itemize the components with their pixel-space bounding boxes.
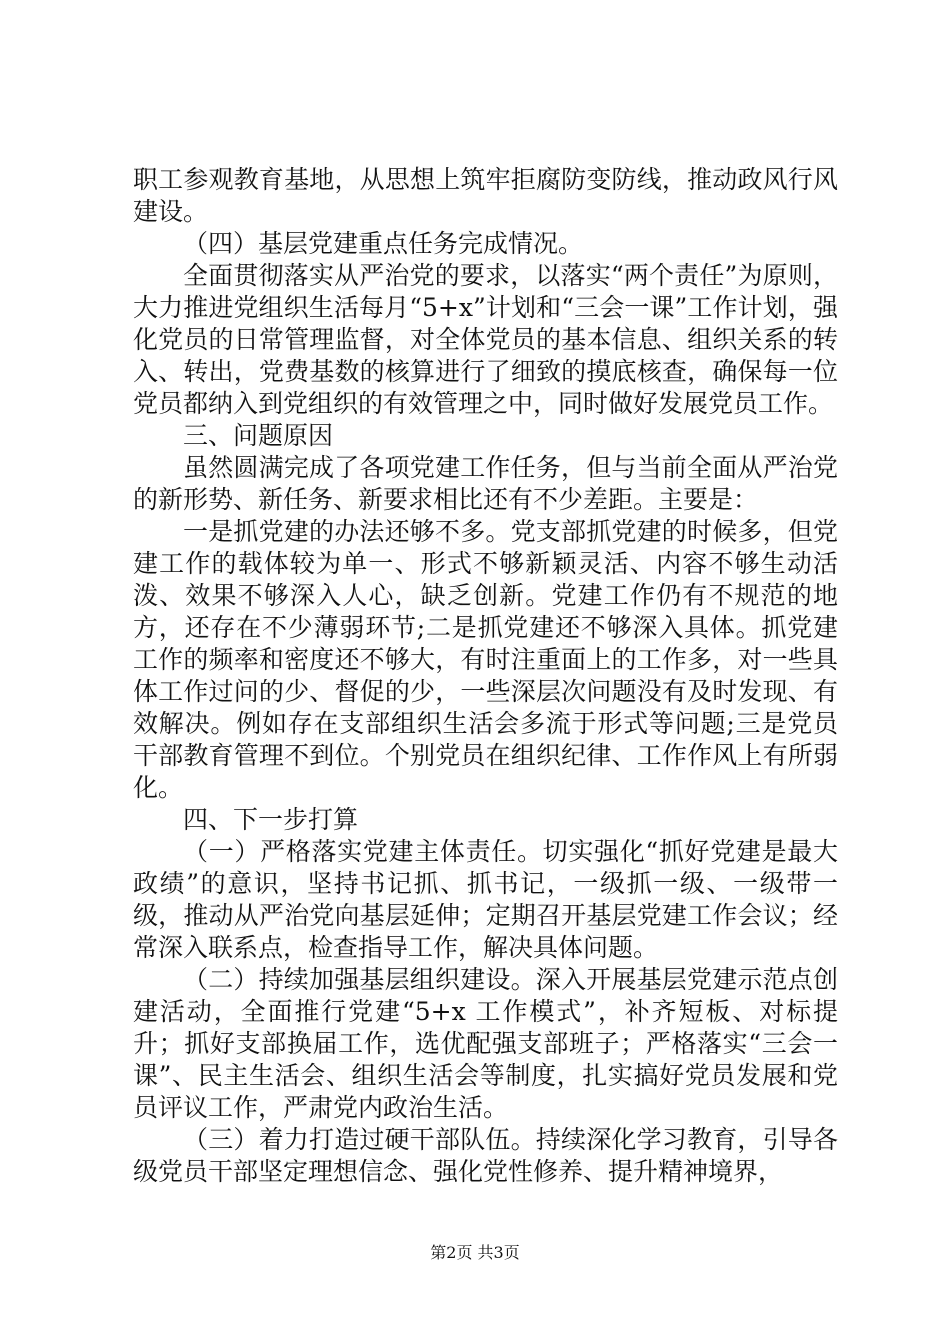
paragraph-6: 一是抓党建的办法还够不多。党支部抓党建的时候多，但党建工作的载体较为单一、形式不够新颖灵活、内容不够生动活泼、效果不够深入人心，缺乏创新。党建工作仍有不规范的地方，还存在不少薄弱环节;二是抓党建还不够深入具体。抓党建工作的频率和密度还不够大，有时注重面上的工作多，对一些具体工作过问的少、督促的少，一些深层次问题没有及时发现、有效解决。例如存在支部组织生活会多流于形式等问题;三是党员干部教育管理不到位。个别党员在组织纪律、工作作风上有所弱化。 [133, 517, 838, 802]
document-body [133, 164, 838, 1188]
paragraph-5: 虽然圆满完成了各项党建工作任务，但与当前全面从严治党的新形势、新任务、新要求相比还有不少差距。主要是： [133, 453, 838, 514]
paragraph-2: （四）基层党建重点任务完成情况。 [183, 229, 584, 258]
section-heading-3: 三、问题原因 [183, 421, 334, 450]
paragraph-9: （二）持续加强基层组织建设。深入开展基层党建示范点创建活动，全面推行党建“5+x 工作模式”，补齐短板、对标提升；抓好支部换届工作，选优配强支部班子；严格落实“三会一课”、民主生活会、组织生活会等制度，扎实搞好党员发展和党员评议工作，严肃党内政治生活。 [133, 965, 838, 1122]
paragraph-3: 全面贯彻落实从严治党的要求，以落实“两个责任”为原则，大力推进党组织生活每月“5+x”计划和“三会一课”工作计划，强化党员的日常管理监督，对全体党员的基本信息、组织关系的转入、转出，党费基数的核算进行了细致的摸底核查，确保每一位党员都纳入到党组织的有效管理之中，同时做好发展党员工作。 [133, 261, 838, 418]
paragraph-10: （三）着力打造过硬干部队伍。持续深化学习教育，引导各级党员干部坚定理想信念、强化党性修养、提升精神境界， [133, 1125, 838, 1186]
page-footer: 第2页 共3页 [430, 1243, 520, 1262]
paragraph-8: （一）严格落实党建主体责任。切实强化“抓好党建是最大政绩”的意识，坚持书记抓、抓书记，一级抓一级、一级带一级，推动从严治党向基层延伸；定期召开基层党建工作会议；经常深入联系点，检查指导工作，解决具体问题。 [133, 837, 838, 962]
section-heading-4: 四、下一步打算 [183, 805, 359, 834]
paragraph-1: 职工参观教育基地，从思想上筑牢拒腐防变防线，推动政风行风建设。 [133, 165, 838, 226]
